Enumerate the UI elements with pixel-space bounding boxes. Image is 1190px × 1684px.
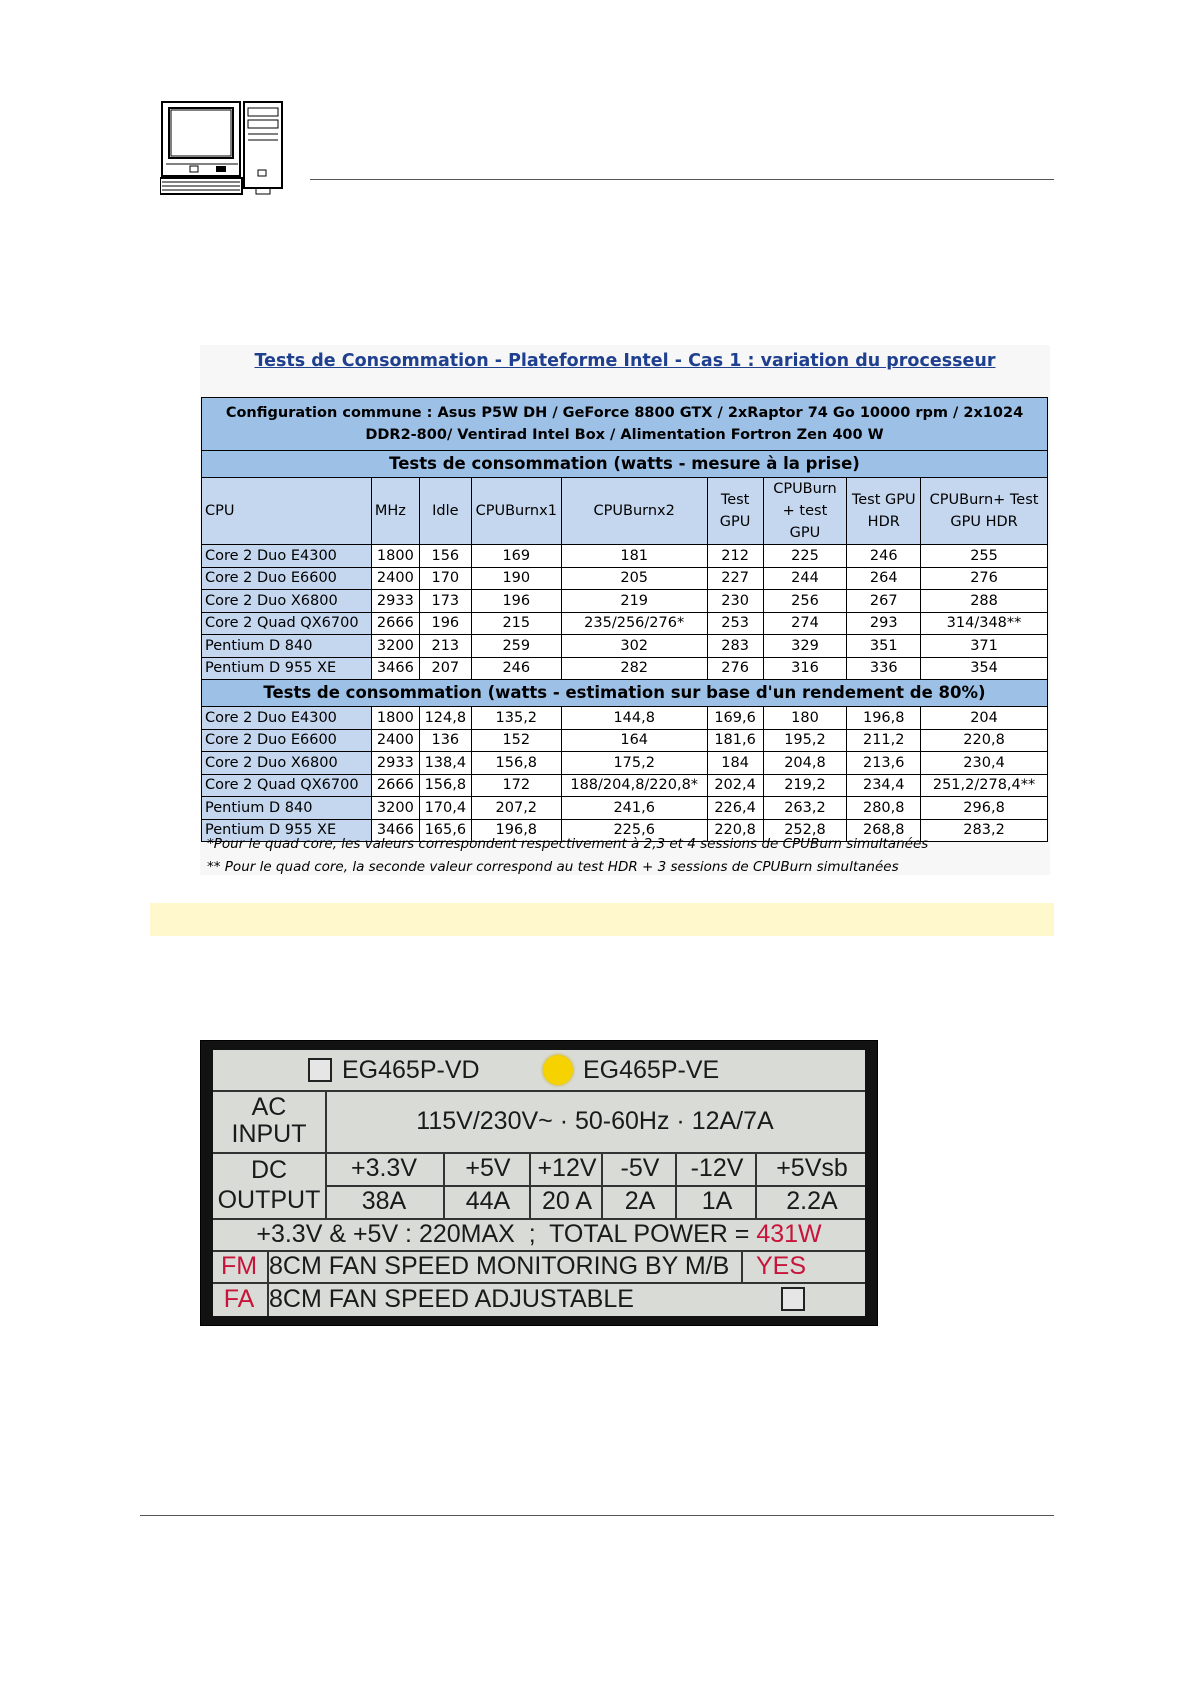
value-cell: 246 <box>847 545 921 568</box>
value-cell: 156,8 <box>419 774 471 797</box>
footer-rule <box>140 1515 1054 1516</box>
fm-text: 8CM FAN SPEED MONITORING BY M/B <box>269 1251 730 1280</box>
value-cell: 136 <box>419 729 471 752</box>
dc-rail-current: 2.2A <box>755 1185 867 1218</box>
cpu-name-cell: Pentium D 955 XE <box>202 819 372 842</box>
value-cell: 138,4 <box>419 752 471 775</box>
value-cell: 241,6 <box>561 797 707 820</box>
value-cell: 184 <box>707 752 763 775</box>
dc-rail-label: +12V <box>529 1152 603 1185</box>
col-header: CPUBurnx2 <box>561 478 707 545</box>
dc-rail-current: 38A <box>361 1187 407 1215</box>
value-cell: 164 <box>561 729 707 752</box>
value-cell: 256 <box>763 590 847 613</box>
table-notes <box>207 833 928 879</box>
value-cell: 196 <box>419 612 471 635</box>
value-cell: 152 <box>471 729 561 752</box>
psu-fa-row <box>213 1282 865 1316</box>
value-cell: 212 <box>707 545 763 568</box>
value-cell: 354 <box>921 657 1048 680</box>
col-header: Test GPU HDR <box>847 478 921 545</box>
value-cell: 2666 <box>371 774 419 797</box>
value-cell: 213 <box>419 635 471 658</box>
value-cell: 226,4 <box>707 797 763 820</box>
value-cell: 204,8 <box>763 752 847 775</box>
consumption-table-figure <box>200 345 1050 875</box>
table-row <box>202 797 1048 820</box>
table-row <box>202 567 1048 590</box>
value-cell: 225 <box>763 545 847 568</box>
highlight-band <box>150 903 1054 936</box>
value-cell: 371 <box>921 635 1048 658</box>
psu-fm-row <box>213 1250 865 1284</box>
value-cell: 135,2 <box>471 707 561 730</box>
value-cell: 170,4 <box>419 797 471 820</box>
table-row <box>202 707 1048 730</box>
value-cell: 2400 <box>371 567 419 590</box>
col-header: Test GPU <box>707 478 763 545</box>
divider <box>741 1250 743 1282</box>
value-cell: 302 <box>561 635 707 658</box>
value-cell: 196,8 <box>847 707 921 730</box>
cpu-name-cell: Core 2 Duo X6800 <box>202 590 372 613</box>
dc-rail-label: -12V <box>675 1152 757 1185</box>
divider <box>267 1250 269 1316</box>
value-cell: 172 <box>471 774 561 797</box>
value-cell: 207 <box>419 657 471 680</box>
value-cell: 314/348** <box>921 612 1048 635</box>
dc-rail-current: 44A <box>443 1185 531 1218</box>
ac-label: AC <box>251 1093 287 1121</box>
value-cell: 220,8 <box>921 729 1048 752</box>
value-cell: 255 <box>921 545 1048 568</box>
col-header: MHz <box>371 478 419 545</box>
value-cell: 196,8 <box>471 819 561 842</box>
value-cell: 175,2 <box>561 752 707 775</box>
dc-rail-label: +5Vsb <box>755 1152 867 1185</box>
value-cell: 259 <box>471 635 561 658</box>
value-cell: 329 <box>763 635 847 658</box>
fa-text: 8CM FAN SPEED ADJUSTABLE <box>269 1284 634 1313</box>
value-cell: 165,6 <box>419 819 471 842</box>
value-cell: 235/256/276* <box>561 612 707 635</box>
section-heading-estimated: Tests de consommation (watts - estimation sur base d'un rendement de 80%) <box>202 680 1048 707</box>
cpu-name-cell: Core 2 Duo E6600 <box>202 567 372 590</box>
dc-rail-current: 1A <box>675 1185 757 1218</box>
psu-model-row <box>213 1050 865 1092</box>
value-cell: 225,6 <box>561 819 707 842</box>
value-cell: 282 <box>561 657 707 680</box>
value-cell: 156,8 <box>471 752 561 775</box>
value-cell: 170 <box>419 567 471 590</box>
note-quad-core: *Pour le quad core, les valeurs correspondent respectivement à 2,3 et 4 sessions de CPUBurn simultanées <box>207 836 929 852</box>
cpu-name-cell: Core 2 Duo E4300 <box>202 545 372 568</box>
value-cell: 207,2 <box>471 797 561 820</box>
value-cell: 213,6 <box>847 752 921 775</box>
dc-rail-label: +5V <box>443 1152 531 1185</box>
combined-power: +3.3V & +5V : 220MAX ; TOTAL POWER = <box>256 1219 757 1248</box>
section-heading-measured: Tests de consommation (watts - mesure à la prise) <box>202 451 1048 478</box>
cpu-name-cell: Core 2 Quad QX6700 <box>202 774 372 797</box>
value-cell: 283,2 <box>921 819 1048 842</box>
value-cell: 220,8 <box>707 819 763 842</box>
dc-label-output: OUTPUT <box>217 1186 321 1214</box>
col-header: CPUBurn + test GPU <box>763 478 847 545</box>
value-cell: 274 <box>763 612 847 635</box>
value-cell: 211,2 <box>847 729 921 752</box>
value-cell: 205 <box>561 567 707 590</box>
cpu-name-cell: Pentium D 840 <box>202 797 372 820</box>
cpu-name-cell: Core 2 Duo E4300 <box>202 707 372 730</box>
value-cell: 124,8 <box>419 707 471 730</box>
table-row <box>202 752 1048 775</box>
value-cell: 3466 <box>371 657 419 680</box>
fm-value: YES <box>755 1251 807 1280</box>
value-cell: 3200 <box>371 797 419 820</box>
value-cell: 227 <box>707 567 763 590</box>
value-cell: 144,8 <box>561 707 707 730</box>
value-cell: 219 <box>561 590 707 613</box>
cpu-name-cell: Core 2 Duo E6600 <box>202 729 372 752</box>
table-row <box>202 774 1048 797</box>
value-cell: 181 <box>561 545 707 568</box>
value-cell: 276 <box>707 657 763 680</box>
checkbox-empty-icon <box>308 1058 332 1082</box>
value-cell: 280,8 <box>847 797 921 820</box>
value-cell: 230 <box>707 590 763 613</box>
value-cell: 215 <box>471 612 561 635</box>
col-header: CPUBurn+ Test GPU HDR <box>921 478 1048 545</box>
value-cell: 1800 <box>371 707 419 730</box>
checked-dot-icon <box>543 1055 573 1085</box>
model-ve: EG465P-VE <box>583 1055 720 1084</box>
value-cell: 234,4 <box>847 774 921 797</box>
value-cell: 195,2 <box>763 729 847 752</box>
ac-value: 115V/230V~ · 50-60Hz · 12A/7A <box>416 1106 774 1135</box>
col-header: CPU <box>202 478 372 545</box>
header-rule <box>310 179 1054 180</box>
dc-rail-current: 2A <box>601 1185 677 1218</box>
dc-rail-label: +3.3V <box>350 1154 418 1182</box>
value-cell: 2400 <box>371 729 419 752</box>
value-cell: 2933 <box>371 752 419 775</box>
fa-code: FA <box>223 1284 255 1313</box>
value-cell: 188/204,8/220,8* <box>561 774 707 797</box>
value-cell: 230,4 <box>921 752 1048 775</box>
value-cell: 283 <box>707 635 763 658</box>
value-cell: 264 <box>847 567 921 590</box>
note-hdr: ** Pour le quad core, la seconde valeur correspond au test HDR + 3 sessions de CPUBurn simultanées <box>207 859 899 875</box>
value-cell: 251,2/278,4** <box>921 774 1048 797</box>
value-cell: 219,2 <box>763 774 847 797</box>
table-row <box>202 657 1048 680</box>
table-row <box>202 635 1048 658</box>
table-row <box>202 545 1048 568</box>
ac-label-input: INPUT <box>231 1120 307 1148</box>
value-cell: 296,8 <box>921 797 1048 820</box>
dc-rail-current: 20 A <box>529 1185 603 1218</box>
dc-rail-label: -5V <box>601 1152 677 1185</box>
value-cell: 1800 <box>371 545 419 568</box>
value-cell: 336 <box>847 657 921 680</box>
psu-combined-row <box>213 1218 865 1252</box>
table-row <box>202 612 1048 635</box>
value-cell: 252,8 <box>763 819 847 842</box>
psu-label <box>213 1050 865 1316</box>
psu-ac-row <box>213 1090 865 1154</box>
checkbox-empty-icon <box>781 1287 805 1311</box>
col-header: Idle <box>419 478 471 545</box>
value-cell: 181,6 <box>707 729 763 752</box>
value-cell: 3466 <box>371 819 419 842</box>
value-cell: 190 <box>471 567 561 590</box>
value-cell: 169 <box>471 545 561 568</box>
value-cell: 253 <box>707 612 763 635</box>
table-title: Tests de Consommation - Plateforme Intel - Cas 1 : variation du processeur <box>254 351 996 371</box>
value-cell: 173 <box>419 590 471 613</box>
fm-code: FM <box>220 1251 258 1280</box>
model-vd: EG465P-VD <box>342 1055 480 1084</box>
value-cell: 316 <box>763 657 847 680</box>
value-cell: 268,8 <box>847 819 921 842</box>
total-power-value: 431W <box>756 1219 822 1248</box>
table-row <box>202 729 1048 752</box>
value-cell: 288 <box>921 590 1048 613</box>
value-cell: 351 <box>847 635 921 658</box>
psu-dc-block <box>213 1152 865 1220</box>
value-cell: 202,4 <box>707 774 763 797</box>
value-cell: 293 <box>847 612 921 635</box>
table-row <box>202 590 1048 613</box>
value-cell: 276 <box>921 567 1048 590</box>
dc-label: DC <box>250 1156 288 1184</box>
cpu-name-cell: Core 2 Quad QX6700 <box>202 612 372 635</box>
value-cell: 244 <box>763 567 847 590</box>
value-cell: 2666 <box>371 612 419 635</box>
value-cell: 180 <box>763 707 847 730</box>
cpu-name-cell: Pentium D 955 XE <box>202 657 372 680</box>
col-header: CPUBurnx1 <box>471 478 561 545</box>
value-cell: 246 <box>471 657 561 680</box>
computer-logo-icon <box>160 100 286 196</box>
cpu-name-cell: Core 2 Duo X6800 <box>202 752 372 775</box>
divider <box>325 1090 327 1218</box>
cpu-name-cell: Pentium D 840 <box>202 635 372 658</box>
value-cell: 267 <box>847 590 921 613</box>
value-cell: 3200 <box>371 635 419 658</box>
psu-label-figure <box>200 1040 878 1326</box>
config-cell: Configuration commune : Asus P5W DH / GeForce 8800 GTX / 2xRaptor 74 Go 10000 rpm / 2x1024 DDR2-800/ Ventirad Intel Box / Alimentation Fortron Zen 400 W <box>202 398 1048 451</box>
value-cell: 196 <box>471 590 561 613</box>
value-cell: 2933 <box>371 590 419 613</box>
value-cell: 204 <box>921 707 1048 730</box>
value-cell: 263,2 <box>763 797 847 820</box>
consumption-table <box>201 397 1048 842</box>
value-cell: 169,6 <box>707 707 763 730</box>
value-cell: 156 <box>419 545 471 568</box>
